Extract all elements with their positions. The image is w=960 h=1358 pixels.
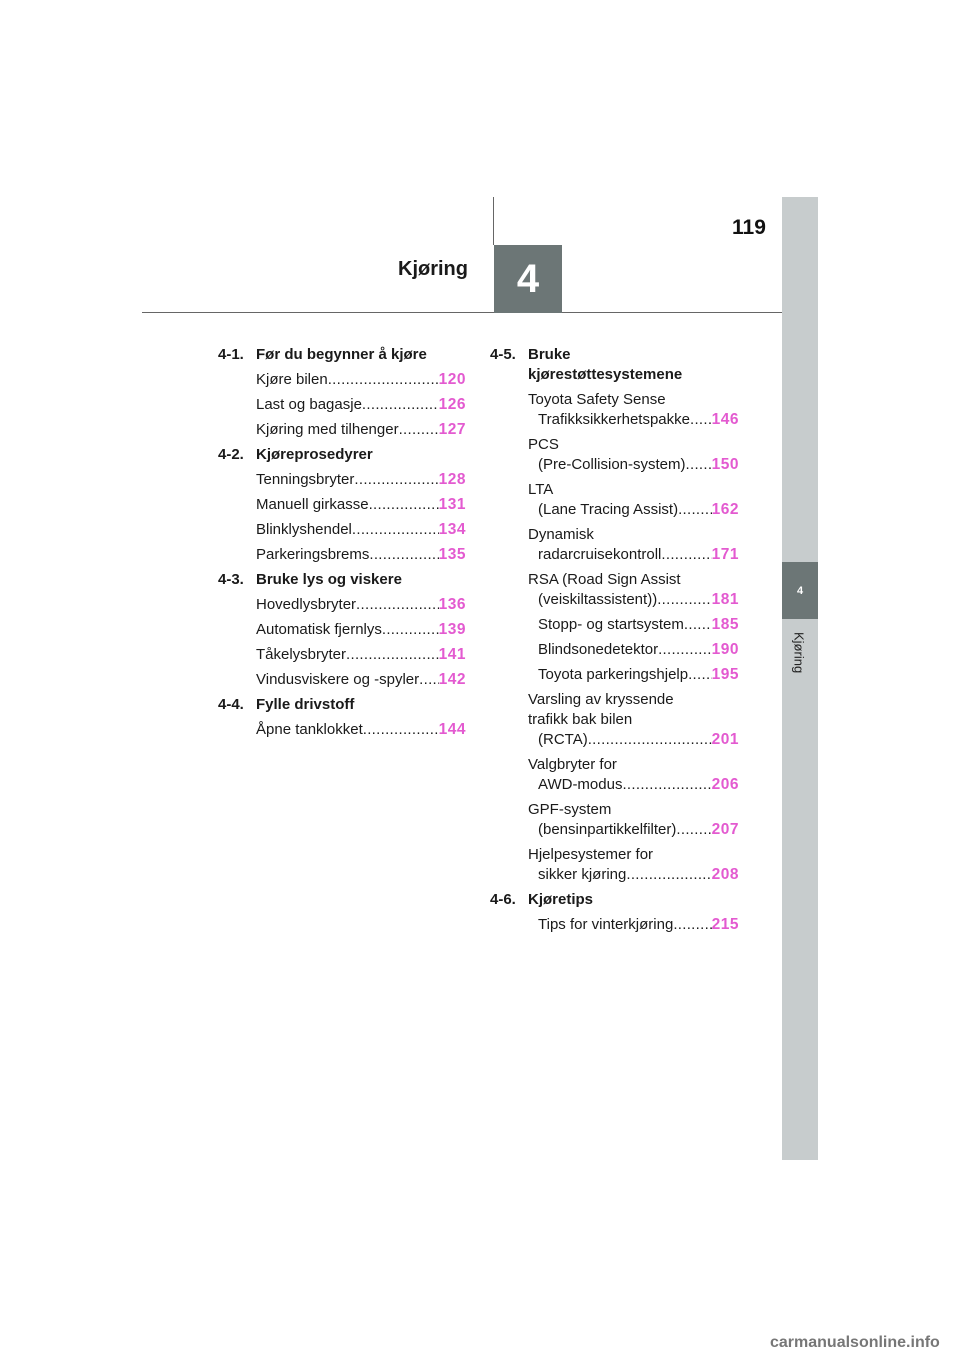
toc-entry-line: [538, 410, 739, 430]
toc-entry-line: [256, 545, 466, 565]
toc-page-link[interactable]: 120: [438, 371, 466, 388]
toc-page-link[interactable]: 131: [438, 496, 466, 513]
toc-section-title: Fylle drivstoff: [256, 696, 355, 713]
toc-entry-text: Blinklyshendel: [256, 521, 352, 538]
toc-entry-line: [256, 595, 466, 615]
toc-leader-dots: [686, 455, 712, 475]
toc-entry-text-line: PCS: [528, 436, 559, 453]
toc-entry-text-line: Dynamisk: [528, 526, 594, 543]
toc-entry-text: Blindsonedetektor: [538, 641, 659, 658]
toc-entry-text: (Pre-Collision-system): [538, 456, 686, 473]
toc-entry-text: Kjøring med tilhenger: [256, 421, 399, 438]
side-chapter-tab[interactable]: 4: [782, 562, 818, 619]
toc-entry-text-line: GPF-system: [528, 801, 612, 818]
toc-entry-text-line: Hjelpesystemer for: [528, 846, 654, 863]
toc-entry[interactable]: [256, 645, 466, 665]
toc-entry-text: (bensinpartikkelfilter): [538, 821, 677, 838]
toc-entry[interactable]: [528, 690, 739, 750]
toc-entry[interactable]: [256, 370, 466, 390]
toc-page-link[interactable]: 162: [711, 501, 739, 518]
toc-entry-line: [256, 370, 466, 390]
toc-entry-text: (Lane Tracing Assist): [538, 501, 679, 518]
chapter-title: Kjøring: [398, 258, 468, 280]
toc-entry-text: Tips for vinterkjøring: [538, 916, 674, 933]
toc-section-title: Kjøreprosedyrer: [256, 446, 373, 463]
toc-leader-dots: [328, 370, 439, 390]
toc-entry-line: [538, 590, 739, 610]
toc-page-link[interactable]: 146: [711, 411, 739, 428]
toc-entry[interactable]: [528, 640, 739, 660]
toc-entry-text: radarcruisekontroll: [538, 546, 662, 563]
toc-entry[interactable]: [528, 665, 739, 685]
toc-page-link[interactable]: 127: [438, 421, 466, 438]
toc-entry-line: [538, 640, 739, 660]
toc-leader-dots: [382, 620, 439, 640]
toc-page-link[interactable]: 185: [711, 616, 739, 633]
toc-entry[interactable]: [256, 720, 466, 740]
toc-section-number: 4-3.: [218, 571, 244, 588]
toc-page-link[interactable]: 141: [438, 646, 466, 663]
toc-leader-dots: [661, 545, 711, 565]
toc-entry[interactable]: [256, 470, 466, 490]
toc-entry-text-line: trafikk bak bilen: [528, 711, 633, 728]
toc-entry[interactable]: [256, 670, 466, 690]
toc-page-link[interactable]: 190: [711, 641, 739, 658]
toc-entry-text: Automatisk fjernlys: [256, 621, 382, 638]
toc-left-column: [218, 345, 466, 745]
toc-leader-dots: [369, 495, 439, 515]
watermark: carmanualsonline.info: [770, 1334, 940, 1351]
toc-section-number: 4-6.: [490, 891, 516, 908]
toc-leader-dots: [362, 395, 439, 415]
toc-entry-line: [538, 665, 739, 685]
toc-entry-text: Stopp- og startsystem: [538, 616, 684, 633]
toc-entry-line: [256, 420, 466, 440]
toc-leader-dots: [676, 820, 711, 840]
toc-entry-text-line: LTA: [528, 481, 554, 498]
toc-leader-dots: [690, 410, 712, 430]
toc-page-link[interactable]: 136: [438, 596, 466, 613]
toc-section-heading: [490, 345, 739, 385]
toc-leader-dots: [688, 665, 712, 685]
toc-entry-text: Tåkelysbryter: [256, 646, 347, 663]
toc-leader-dots: [684, 615, 712, 635]
toc-entry-text-line: RSA (Road Sign Assist: [528, 571, 681, 588]
toc-entry[interactable]: [528, 800, 739, 840]
toc-page-link[interactable]: 171: [711, 546, 739, 563]
toc-leader-dots: [657, 590, 711, 610]
toc-leader-dots: [626, 865, 711, 885]
toc-leader-dots: [356, 595, 439, 615]
toc-entry-line: [538, 915, 739, 935]
toc-section-number: 4-4.: [218, 696, 244, 713]
toc-page-link[interactable]: 201: [711, 731, 739, 748]
toc-entry[interactable]: [256, 520, 466, 540]
toc-section-heading: [490, 890, 739, 910]
header-vertical-rule: [493, 197, 494, 245]
toc-page-link[interactable]: 142: [438, 671, 466, 688]
toc-entry-text: AWD-modus: [538, 776, 623, 793]
toc-entry-line: [256, 495, 466, 515]
toc-entry[interactable]: [528, 525, 739, 565]
toc-entry[interactable]: [256, 495, 466, 515]
toc-section-number: 4-2.: [218, 446, 244, 463]
toc-page-link[interactable]: 128: [438, 471, 466, 488]
toc-page-link[interactable]: 207: [711, 821, 739, 838]
toc-page-link[interactable]: 135: [438, 546, 466, 563]
toc-section-title: Bruke lys og viskere: [256, 571, 402, 588]
toc-page-link[interactable]: 215: [711, 916, 739, 933]
toc-leader-dots: [658, 640, 712, 660]
page-number: 119: [732, 216, 766, 239]
toc-page-link[interactable]: 144: [438, 721, 466, 738]
toc-entry-text: Tenningsbryter: [256, 471, 355, 488]
toc-leader-dots: [346, 645, 439, 665]
toc-right-column: [490, 345, 739, 940]
toc-leader-dots: [399, 420, 439, 440]
toc-page-link[interactable]: 208: [711, 866, 739, 883]
toc-entry-text: Last og bagasje: [256, 396, 362, 413]
toc-leader-dots: [369, 545, 438, 565]
toc-entry[interactable]: [256, 620, 466, 640]
toc-section-number: 4-5.: [490, 346, 516, 363]
toc-entry-line: [538, 730, 739, 750]
toc-entry-text: sikker kjøring: [538, 866, 627, 883]
toc-entry[interactable]: [256, 595, 466, 615]
toc-entry-line: [538, 775, 739, 795]
toc-section-heading: [218, 345, 466, 365]
toc-page-link[interactable]: 134: [438, 521, 466, 538]
toc-page-link[interactable]: 206: [711, 776, 739, 793]
toc-entry[interactable]: [528, 845, 739, 885]
toc-section-number: 4-1.: [218, 346, 244, 363]
toc-entry[interactable]: [528, 390, 739, 430]
toc-entry-text-line: Toyota Safety Sense: [528, 391, 666, 408]
toc-section-title: [528, 345, 739, 385]
toc-entry[interactable]: [256, 420, 466, 440]
toc-entry-text-line: Valgbryter for: [528, 756, 617, 773]
toc-entry-text: Parkeringsbrems: [256, 546, 370, 563]
toc-leader-dots: [588, 730, 712, 750]
toc-entry-text: Åpne tanklokket: [256, 721, 363, 738]
toc-entry-line: [538, 865, 739, 885]
toc-entry-text: Toyota parkeringshjelp: [538, 666, 689, 683]
toc-entry-line: [256, 395, 466, 415]
toc-page-link[interactable]: 150: [711, 456, 739, 473]
toc-page-link[interactable]: 126: [438, 396, 466, 413]
toc-leader-dots: [673, 915, 711, 935]
toc-leader-dots: [352, 520, 439, 540]
toc-entry-text: Hovedlysbryter: [256, 596, 357, 613]
toc-section-heading: [218, 445, 466, 465]
toc-leader-dots: [419, 670, 438, 690]
toc-leader-dots: [678, 500, 712, 520]
toc-entry-line: [256, 620, 466, 640]
toc-section-heading: [218, 695, 466, 715]
toc-entry[interactable]: [256, 545, 466, 565]
toc-entry-text: Kjøre bilen: [256, 371, 328, 388]
toc-entry-line: [538, 545, 739, 565]
side-chapter-label: Kjøring: [791, 632, 807, 674]
toc-entry[interactable]: [528, 480, 739, 520]
toc-section-title-line: kjørestøttesystemene: [528, 366, 683, 383]
toc-entry-line: [538, 820, 739, 840]
toc-section-title: [528, 890, 739, 910]
toc-page-link[interactable]: 181: [711, 591, 739, 608]
toc-entry[interactable]: [528, 570, 739, 610]
chapter-number-box: 4: [494, 245, 562, 313]
toc-entry-text: Trafikksikkerhetspakke: [538, 411, 690, 428]
toc-entry-text-line: Varsling av kryssende: [528, 691, 674, 708]
toc-entry-line: [538, 615, 739, 635]
toc-entry-line: [256, 470, 466, 490]
toc-section-heading: [218, 570, 466, 590]
toc-entry-text: Manuell girkasse: [256, 496, 369, 513]
toc-entry[interactable]: [528, 615, 739, 635]
toc-section-title: Før du begynner å kjøre: [256, 346, 427, 363]
toc-entry-text: Vindusviskere og -spyler: [256, 671, 420, 688]
toc-entry-line: [256, 520, 466, 540]
toc-page-link[interactable]: 139: [438, 621, 466, 638]
toc-entry[interactable]: [256, 395, 466, 415]
toc-page-link[interactable]: 195: [711, 666, 739, 683]
toc-entry-text: (RCTA): [538, 731, 588, 748]
header-horizontal-rule: [142, 312, 782, 313]
toc-entry-line: [538, 500, 739, 520]
toc-entry-text: (veiskiltassistent)): [538, 591, 658, 608]
toc-entry[interactable]: [528, 435, 739, 475]
toc-leader-dots: [354, 470, 438, 490]
toc-entry-line: [538, 455, 739, 475]
toc-section-title-line: Bruke: [528, 346, 571, 363]
toc-entry-line: [256, 645, 466, 665]
toc-entry[interactable]: [528, 755, 739, 795]
toc-leader-dots: [363, 720, 439, 740]
toc-leader-dots: [622, 775, 711, 795]
toc-entry[interactable]: [528, 915, 739, 935]
toc-entry-line: [256, 670, 466, 690]
toc-section-title-line: Kjøretips: [528, 891, 594, 908]
toc-entry-line: [256, 720, 466, 740]
